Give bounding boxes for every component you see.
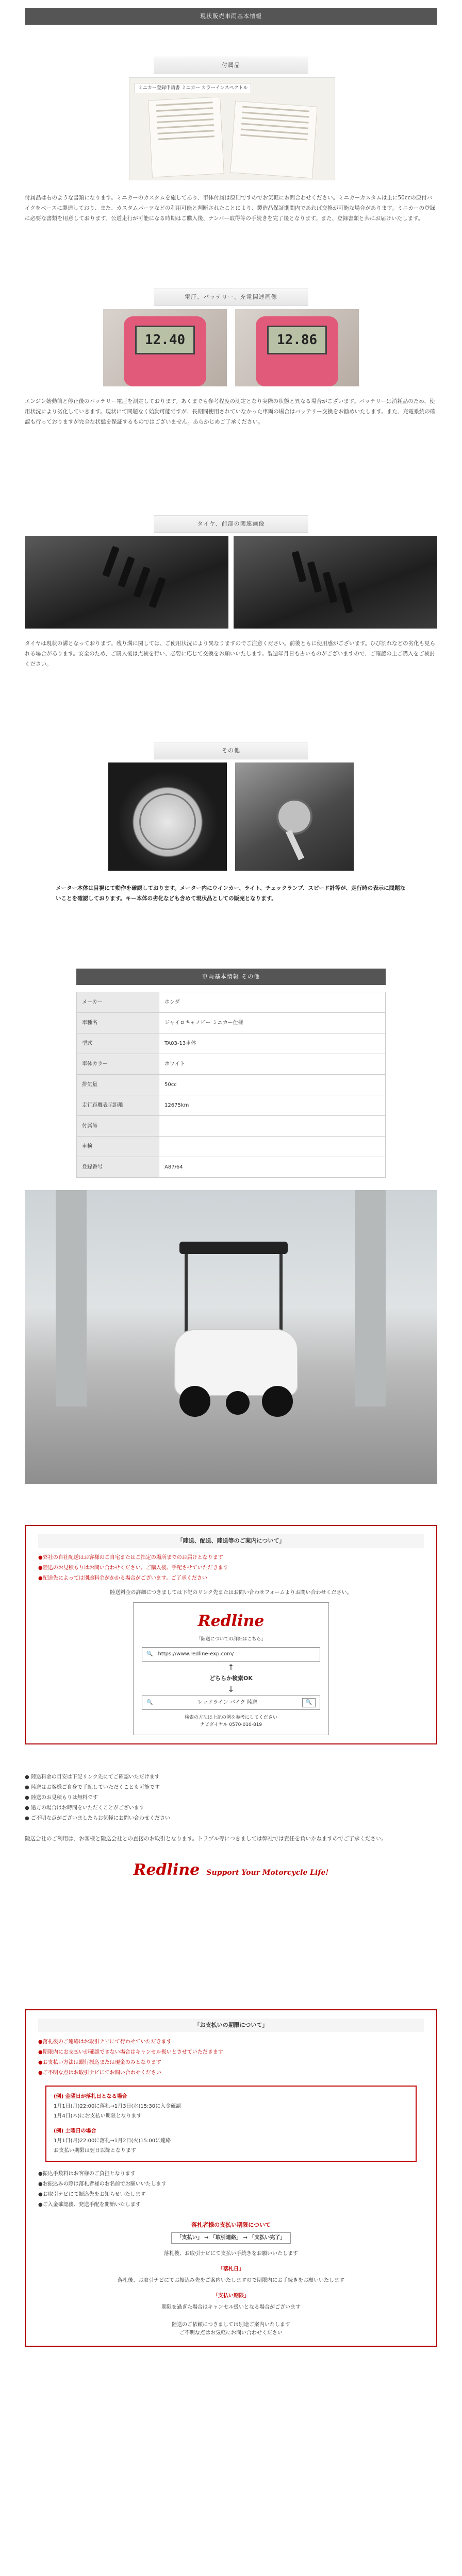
pillar-right [355, 1190, 386, 1406]
documents-photo-area [0, 77, 462, 180]
section-other [0, 742, 462, 759]
battery-description: エンジン始動前と停止後のバッテリー電圧を測定しております。あくまでも参考程度の測定となり実際の状態と異なる場合がございます。バッテリーは消耗品のため、使用状況により劣化していきます。現状にて問題なく始動可能ですが、長期間使用されていなかった車両の場合はバッテリー交換をお勧めいたします。また、充電系統の確認も行っておりますが完全な状態を保証するものではございません。あらかじめご了承ください。 [25, 398, 436, 425]
spec-label: 型式 [77, 1033, 159, 1054]
section-battery [0, 289, 462, 306]
notice-delivery-after [0, 1772, 462, 1883]
search-icon: 🔍 [146, 1651, 153, 1657]
payment-sub-text1: 落札後、お取引ナビにて支払い手続きをお願いいたします [164, 2251, 298, 2257]
bullet-item: ● ご不明な点がございましたらお気軽にお問い合わせください [25, 1816, 170, 1821]
top-header-bar: 現状販売車両基本情報 [25, 8, 437, 25]
section-documents-bar: 付属品 [154, 57, 308, 74]
redline-footer-logo: Redline [133, 1860, 200, 1879]
example1-line2: 1月4日(木)にお支払い期限となります [54, 2113, 142, 2119]
search-icon: 🔍 [146, 1699, 153, 1705]
vehicle-photo-area [0, 1190, 462, 1484]
notice-delivery-bullets [38, 1553, 424, 1584]
spec-label: 付属品 [77, 1116, 159, 1137]
spec-row [77, 1116, 386, 1137]
redline-card-footer1: 検索の方法は上記の例を参考にしてください [184, 1715, 277, 1720]
example2-title: (例) 土曜日の場合 [54, 2128, 96, 2134]
arrow-up-down-icon: ↑ [227, 1662, 235, 1672]
redline-search-card [133, 1602, 329, 1736]
bullet-item: ●陸送のお見積もりはお問い合わせください。ご購入後、手配させていただきます [38, 1565, 228, 1571]
battery-photo-before [103, 309, 227, 386]
document-paper-right [230, 101, 317, 179]
spec-row [77, 1075, 386, 1095]
spec-value: A87/64 [159, 1157, 386, 1178]
notice-payment-bullets2 [38, 2169, 424, 2210]
redline-footer-tagline: Support Your Motorcycle Life! [206, 1868, 329, 1877]
key-photo [235, 762, 354, 871]
redline-card-footer2: ナビダイヤル 0570-010-819 [200, 1722, 262, 1727]
spec-label: 車体カラー [77, 1054, 159, 1075]
spec-label: 排気量 [77, 1075, 159, 1095]
bullet-item: ●お取引ナビにて振込先をお知らせいたします [38, 2191, 146, 2197]
redline-url-text: https://www.redline-exp.com/ [158, 1651, 234, 1657]
spec-row [77, 1095, 386, 1116]
bullet-item: ● 陸送はお客様ご自身で手配していただくことも可能です [25, 1785, 160, 1790]
vehicle-photo [25, 1190, 437, 1484]
top-header [0, 8, 462, 25]
redline-search-text: レッドライン バイク 陸送 [197, 1699, 257, 1705]
payment-red-sub1: 「落札日」 [218, 2266, 244, 2273]
example1-line1: 1月1日(月)22:00に落札→1月3日(水)15:30に入金確認 [54, 2103, 182, 2109]
spec-row [77, 992, 386, 1013]
spec-label: 登録番号 [77, 1157, 159, 1178]
speedometer-photo [108, 762, 227, 871]
spec-value: ホワイト [159, 1054, 386, 1075]
meter-reading-right: 12.86 [267, 326, 327, 354]
multimeter-left [124, 316, 206, 386]
wheel-left-icon [179, 1386, 210, 1417]
bullet-item: ● 陸送のお見積もりは無料です [25, 1795, 98, 1801]
bullet-item: ●振込手数料はお客様のご負担となります [38, 2171, 136, 2177]
notice-payment-box [25, 2009, 437, 2347]
arrow-down-icon: ↓ [227, 1684, 235, 1694]
payment-red-sub2: 「支払い期限」 [213, 2293, 249, 2299]
spec-value [159, 1137, 386, 1157]
other-text [0, 884, 462, 904]
redline-url-field[interactable] [142, 1647, 320, 1662]
spec-row [77, 1157, 386, 1178]
bullet-item: ●弊社の自社配送はお客様のご自宅またはご指定の場所までのお届けとなります [38, 1554, 223, 1561]
spec-row [77, 1033, 386, 1054]
multimeter-right [256, 316, 338, 386]
tire-photo-area [0, 536, 462, 629]
section-tires [0, 515, 462, 533]
payment-sub-title: 落札者様の支払い期限について [191, 2221, 271, 2228]
redline-logo-footer [0, 1858, 462, 1883]
example2-line2: お支払い期限は翌日以降となります [54, 2147, 136, 2154]
wheel-front-icon [226, 1391, 250, 1415]
bullet-item: ●落札後のご連絡はお取引ナビにて行わせていただきます [38, 2039, 172, 2045]
redline-search-field[interactable] [142, 1696, 320, 1710]
tire-photo-rear [234, 536, 437, 629]
payment-sub-text3: 期限を過ぎた場合はキャンセル扱いとなる場合がございます [161, 2304, 301, 2311]
other-description: メーター本体は目視にて動作を確認しております。メーター内にウインカー、ライト、チェックランプ、スピード計等が、走行時の表示に問題ないことを確認しております。キー本体の劣化なども含めて現状品としての販売となります。 [56, 885, 406, 902]
search-button[interactable]: 🔍 [302, 1698, 316, 1707]
spec-value: 12675km [159, 1095, 386, 1116]
spec-label: メーカー [77, 992, 159, 1013]
notice-delivery-intro: 陸送料金の詳細につきましては下記のリンク先またはお問い合わせフォームよりお問い合わせください。 [110, 1589, 352, 1596]
wheel-right-icon [262, 1386, 293, 1417]
bullet-item: ●ご入金確認後、発送手配を開始いたします [38, 2201, 141, 2208]
bullet-item: ●期限内にお支払いが確認できない場合はキャンセル扱いとさせていただきます [38, 2049, 223, 2055]
spec-label: 走行距離表示距離 [77, 1095, 159, 1116]
section-other-bar: その他 [154, 742, 308, 759]
bullet-item: ●ご不明な点はお取引ナビにてお問い合わせください [38, 2070, 161, 2076]
pillar-left [56, 1190, 87, 1406]
redline-card-header: 「陸送についての詳細はこちら」 [196, 1636, 266, 1642]
notice-delivery-box [25, 1525, 437, 1744]
spec-row [77, 1137, 386, 1157]
spec-bar: 車両基本情報 その他 [76, 969, 386, 985]
spec-value: ジャイロキャノピー ミニカー仕様 [159, 1013, 386, 1033]
bullet-item: ● 遠方の場合はお時間をいただくことがございます [25, 1805, 144, 1811]
document-paper-left [148, 96, 224, 177]
bullet-item: ●配送先によっては別途料金がかかる場合がございます。ご了承ください [38, 1575, 207, 1581]
spec-value: ホンダ [159, 992, 386, 1013]
notice-delivery-note: 陸送会社のご利用は、お客様と陸送会社との直接のお取引となります。トラブル等につきましては弊社では責任を負いかねますのでご了承ください。 [25, 1836, 387, 1842]
payment-footer1: 陸送のご依頼につきましては別途ご案内いたします [172, 2322, 290, 2328]
bullet-item: ●お支払い方法は銀行振込または現金のみとなります [38, 2059, 161, 2065]
key-cylinder-icon [276, 799, 312, 835]
notice-payment-bullets [38, 2037, 424, 2078]
section-tires-bar: タイヤ、前部の関連画像 [154, 515, 308, 533]
spec-table [76, 992, 386, 1178]
spec-value: 50cc [159, 1075, 386, 1095]
spec-label: 車種名 [77, 1013, 159, 1033]
spec-value: TA03-13車体 [159, 1033, 386, 1054]
payment-footer2: ご不明な点はお気軽にお問い合わせください [179, 2330, 283, 2336]
notice-delivery-title: 「陸送、配送、陸送等のご案内について」 [38, 1534, 424, 1548]
payment-steps: 「支払い」 → 「取引連絡」 → 「支払い完了」 [171, 2232, 291, 2244]
payment-sub-text2: 落札後、お取引ナビにてお振込み先をご案内いたしますので期限内にお手続きをお願いいたします [118, 2278, 344, 2284]
redline-logo: Redline [197, 1612, 265, 1630]
documents-caption: ミニカー登録申請書 ミニカー カラーインスペクトル [135, 83, 251, 93]
notice-delivery-after-bullets [25, 1772, 437, 1824]
tire-description: タイヤは現状の溝となっております。残り溝に関しては、ご使用状況により異なりますのでご注意ください。前後ともに使用感がございます。ひび割れなどの劣化も見られる場合があります。安全のため、ご購入後は点検を行い、必要に応じて交換をお願いいたします。製造年月日も古いものがございますので、ご確認の上ご購入をご検討ください。 [25, 640, 436, 667]
bullet-item: ●お振込みの際は落札者様のお名前でお願いいたします [38, 2181, 167, 2187]
notice-delivery [0, 1525, 462, 1744]
spec-row [77, 1013, 386, 1033]
payment-sub-section [38, 2221, 424, 2338]
bullet-item: ● 陸送料金の目安は下記リンク先にてご確認いただけます [25, 1774, 160, 1780]
example1-title: (例) 金曜日が落札日となる場合 [54, 2093, 127, 2099]
notice-payment [0, 2009, 462, 2347]
spec-section [0, 969, 462, 985]
payment-example-box [45, 2086, 417, 2162]
meter-reading-left: 12.40 [135, 326, 195, 354]
tire-photo-front [25, 536, 228, 629]
speedometer-dial-icon [139, 793, 196, 850]
other-photo-area [0, 762, 462, 871]
battery-text [0, 397, 462, 428]
battery-photo-after [235, 309, 359, 386]
spec-row [77, 1054, 386, 1075]
documents-photo [129, 77, 335, 180]
vehicle-roof [179, 1242, 288, 1254]
example2-line1: 1月1日(月)22:00に落札→1月2日(火)15:00に連絡 [54, 2138, 171, 2144]
spec-value [159, 1116, 386, 1137]
redline-card-or: どちらか検索OK [209, 1674, 253, 1682]
documents-description: 付属品は右のような書類になります。ミニカーのカスタムを施してあり、車体付属は原則ですのでお気軽にお問合わせください。ミニカーカスタムは主に50ccの原付バイクをベースに製造しており、また、カスタムパーツなどの利用可能と判断されたことにより、製造品保証期間内であれば交換が可能な場合があります。ミニカーの登録に必要な書類を用意しております。公道走行が可能になる時期はご購入後、ナンバー取得等の手続きを完了後となります。また、登録書類と共にお届けいたします。 [25, 195, 436, 222]
notice-payment-title: 「お支払いの期限について」 [38, 2019, 424, 2032]
tire-text [0, 639, 462, 670]
section-documents [0, 57, 462, 74]
battery-photo-area [0, 309, 462, 386]
spec-label: 車検 [77, 1137, 159, 1157]
section-battery-bar: 電圧、バッテリー、充電関連画像 [154, 289, 308, 306]
documents-text [0, 193, 462, 224]
spec-table-wrap [0, 992, 462, 1178]
